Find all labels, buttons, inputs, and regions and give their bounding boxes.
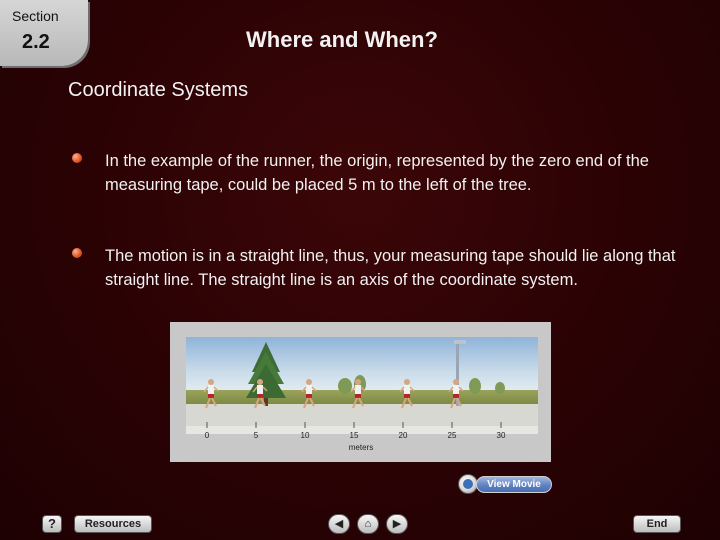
tick-label: 0 xyxy=(204,431,210,440)
runner-figure xyxy=(170,322,551,462)
help-button[interactable]: ? xyxy=(42,515,62,533)
road xyxy=(186,404,538,426)
bullet-icon xyxy=(72,153,82,163)
section-number: 2.2 xyxy=(22,31,50,53)
tick-label: 5 xyxy=(253,431,259,440)
home-button[interactable]: ⌂ xyxy=(357,514,379,534)
tick-label: 10 xyxy=(300,431,310,440)
resources-button[interactable]: Resources xyxy=(74,515,152,533)
tick-label: 25 xyxy=(447,431,457,440)
tick-label: 30 xyxy=(496,431,506,440)
axis-label: meters xyxy=(348,443,374,452)
bottom-nav xyxy=(0,506,720,540)
view-movie-label: View Movie xyxy=(476,476,552,493)
slide-heading: Coordinate Systems xyxy=(68,79,249,101)
view-movie-button[interactable] xyxy=(458,473,554,495)
next-button[interactable]: ▶ xyxy=(386,514,408,534)
road-edge xyxy=(186,426,538,434)
bullet-text: The motion is in a straight line, thus, your measuring tape should lie along that straight line. The straight line is an axis of the coordinate system. xyxy=(105,247,676,289)
tick-label: 20 xyxy=(398,431,408,440)
tick-label: 15 xyxy=(349,431,359,440)
movie-icon xyxy=(458,474,478,494)
section-tab xyxy=(0,0,88,66)
runner-illustration xyxy=(170,322,551,462)
previous-button[interactable]: ◀ xyxy=(328,514,350,534)
slide-title: Where and When? xyxy=(246,27,438,52)
end-button[interactable]: End xyxy=(633,515,681,533)
section-label: Section xyxy=(12,8,59,24)
bullet-icon xyxy=(72,248,82,258)
bullet-text: In the example of the runner, the origin, represented by the zero end of the measuring tape, could be placed 5 m to the left of the tree. xyxy=(105,152,649,194)
